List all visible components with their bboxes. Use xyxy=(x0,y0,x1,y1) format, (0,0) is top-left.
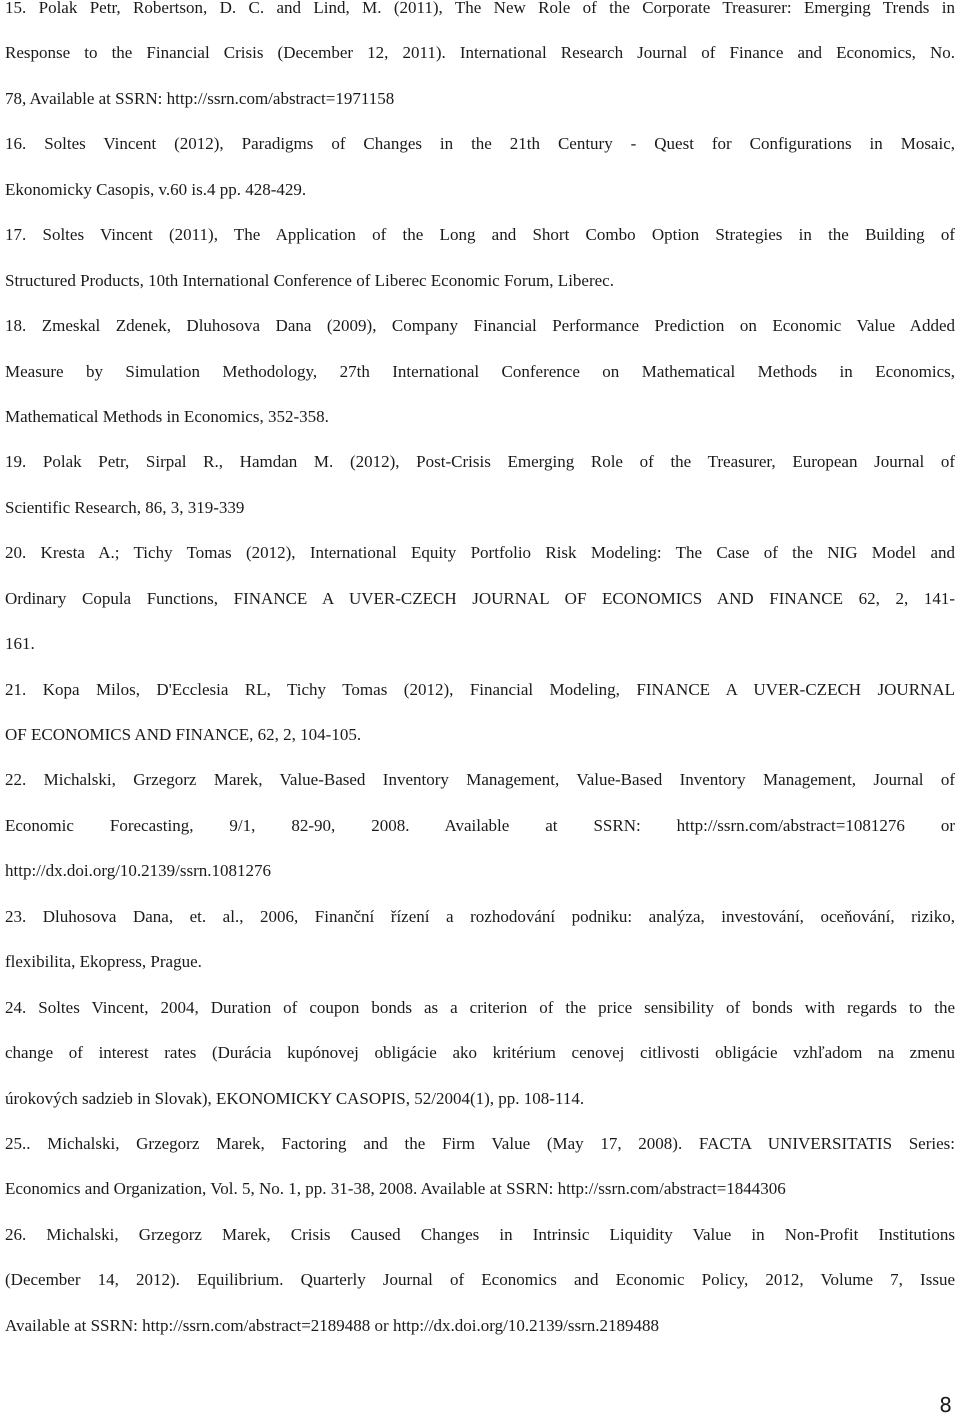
reference-item xyxy=(5,454,955,545)
reference-item xyxy=(5,679,955,773)
reference-line: change of interest rates (Durácia kupónovej obligácie ako kritérium cenovej citlivosti obligácie vzhľadom na zmenu xyxy=(5,1043,955,1063)
reference-line: 22. Michalski, Grzegorz Marek, Value-Based Inventory Management, Value-Based Inventory Management, Journal of xyxy=(5,770,955,790)
reference-line: úrokových sadzieb in Slovak), EKONOMICKY CASOPIS, 52/2004(1), pp. 108-114. xyxy=(5,1088,585,1108)
reference-line: 19. Polak Petr, Sirpal R., Hamdan M. (2012), Post-Crisis Emerging Role of the Treasurer, European Journal of xyxy=(5,452,955,472)
reference-item xyxy=(5,906,955,1000)
reference-line: http://dx.doi.org/10.2139/ssrn.1081276 xyxy=(5,861,272,881)
reference-line: 16. Soltes Vincent (2012), Paradigms of Changes in the 21th Century - Quest for Configurations in Mosaic, xyxy=(5,134,955,154)
reference-line: Available at SSRN: http://ssrn.com/abstract=2189488 or http://dx.doi.org/10.2139/ssrn.2189488 xyxy=(5,1315,659,1335)
page-number: 8 xyxy=(939,1393,952,1417)
reference-line: 18. Zmeskal Zdenek, Dluhosova Dana (2009), Company Financial Performance Prediction on Economic Value Added xyxy=(5,316,955,336)
reference-item xyxy=(5,545,955,681)
reference-line: Structured Products, 10th International Conference of Liberec Economic Forum, Liberec. xyxy=(5,270,614,290)
reference-line: Economic Forecasting, 9/1, 82-90, 2008. Available at SSRN: http://ssrn.com/abstract=1081276 or xyxy=(5,815,955,835)
reference-line: 21. Kopa Milos, D'Ecclesia RL, Tichy Tomas (2012), Financial Modeling, FINANCE A UVER-CZECH JOURNAL xyxy=(5,679,955,699)
reference-line: 15. Polak Petr, Robertson, D. C. and Lind, M. (2011), The New Role of the Corporate Treasurer: Emerging Trends in xyxy=(5,0,955,17)
reference-line: Ekonomicky Casopis, v.60 is.4 pp. 428-429. xyxy=(5,179,307,199)
reference-line: 26. Michalski, Grzegorz Marek, Crisis Caused Changes in Intrinsic Liquidity Value in Non-Profit Institutions xyxy=(5,1224,955,1244)
reference-line: 161. xyxy=(5,634,35,654)
reference-line: OF ECONOMICS AND FINANCE, 62, 2, 104-105. xyxy=(5,725,362,744)
reference-line: Scientific Research, 86, 3, 319-339 xyxy=(5,497,245,517)
reference-line: Ordinary Copula Functions, FINANCE A UVER-CZECH JOURNAL OF ECONOMICS AND FINANCE 62, 2, 141- xyxy=(5,588,955,608)
reference-line: (December 14, 2012). Equilibrium. Quarterly Journal of Economics and Economic Policy, 2012, Volume 7, Issue xyxy=(5,1270,955,1290)
reference-line: 23. Dluhosova Dana, et. al., 2006, Finanční řízení a rozhodování podniku: analýza, investování, oceňování, riziko, xyxy=(5,906,955,926)
reference-item xyxy=(5,318,955,454)
reference-line: 78, Available at SSRN: http://ssrn.com/abstract=1971158 xyxy=(5,88,395,108)
reference-item xyxy=(5,1224,955,1363)
reference-line: Measure by Simulation Methodology, 27th International Conference on Mathematical Methods in Economics, xyxy=(5,361,955,381)
reference-line: 25.. Michalski, Grzegorz Marek, Factoring and the Firm Value (May 17, 2008). FACTA UNIVERSITATIS Series: xyxy=(5,1133,955,1153)
reference-item xyxy=(5,0,955,136)
reference-line: flexibilita, Ekopress, Prague. xyxy=(5,952,202,972)
reference-item xyxy=(5,997,955,1136)
reference-line: 24. Soltes Vincent, 2004, Duration of coupon bonds as a criterion of the price sensibility of bonds with regards to the xyxy=(5,997,955,1017)
reference-item xyxy=(5,1133,955,1227)
reference-line: Response to the Financial Crisis (December 12, 2011). International Research Journal of Finance and Economics, No. xyxy=(5,43,955,63)
reference-item xyxy=(5,136,955,227)
reference-line: Mathematical Methods in Economics, 352-358. xyxy=(5,406,329,426)
reference-list xyxy=(5,0,955,1363)
reference-item xyxy=(5,772,955,908)
reference-line: 20. Kresta A.; Tichy Tomas (2012), International Equity Portfolio Risk Modeling: The Case of the NIG Model and xyxy=(5,543,955,563)
reference-item xyxy=(5,227,955,318)
reference-line: Economics and Organization, Vol. 5, No. 1, pp. 31-38, 2008. Available at SSRN: http://ssrn.com/abstract=1844306 xyxy=(5,1179,786,1199)
reference-line: 17. Soltes Vincent (2011), The Application of the Long and Short Combo Option Strategies in the Building of xyxy=(5,225,955,245)
